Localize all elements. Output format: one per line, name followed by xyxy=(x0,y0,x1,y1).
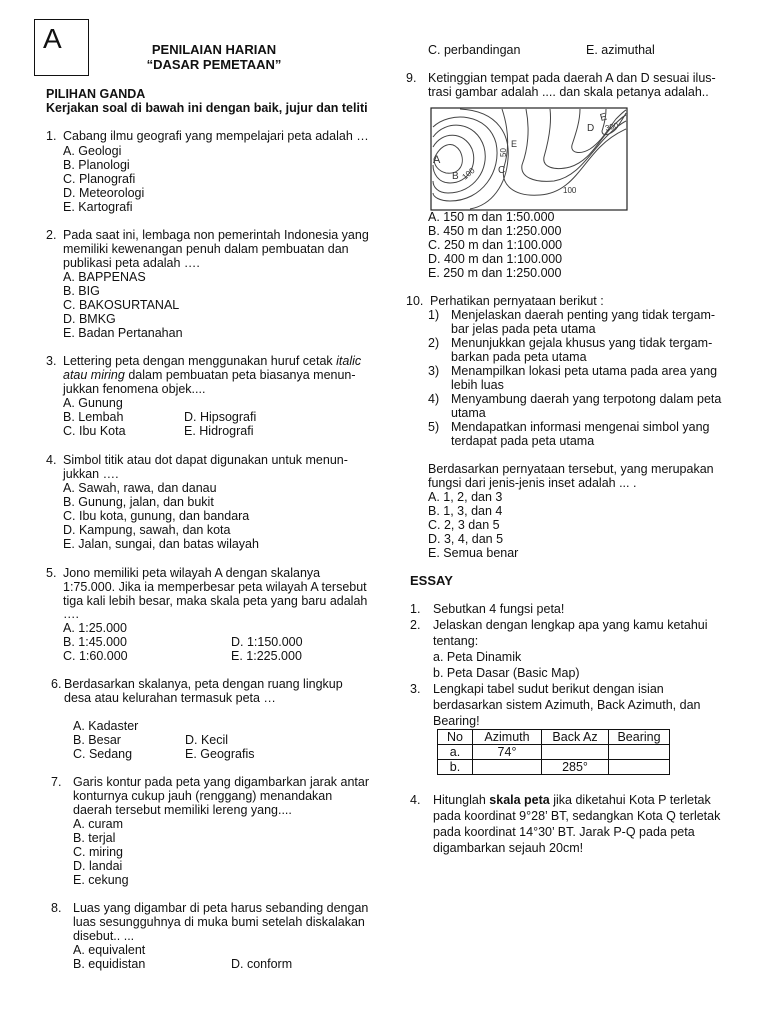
q6-option-a[interactable]: A. Kadaster xyxy=(73,719,139,733)
q10-statement-4-line1: Menyambung daerah yang terpotong dalam peta xyxy=(451,392,722,406)
map-label-b-100: 100 xyxy=(460,166,477,182)
q9-number: 9. xyxy=(406,71,417,85)
essay-2-text-line1: Jelaskan dengan lengkap apa yang kamu ketahui xyxy=(433,618,708,632)
map-label-300: 300 xyxy=(604,120,620,133)
q5-number: 5. xyxy=(46,566,57,580)
q10-statement-2-line1: Menunjukkan gejala khusus yang tidak tergam- xyxy=(451,336,713,350)
q7-option-c[interactable]: C. miring xyxy=(73,845,124,859)
q6-number: 6. xyxy=(51,677,62,691)
q8-option-a[interactable]: A. equivalent xyxy=(73,943,146,957)
q2-option-b[interactable]: B. BIG xyxy=(63,284,100,298)
essay-3-text-line2: berdasarkan sistem Azimuth, Back Azimuth, dan xyxy=(433,698,701,712)
table-cell-no: a. xyxy=(438,745,473,760)
q9-text-line2: trasi gambar adalah .... dan skala petanya adalah.. xyxy=(428,85,709,99)
q3-text-line3: jukkan fenomena objek.... xyxy=(63,382,206,396)
q3-number: 3. xyxy=(46,354,57,368)
q10-statement-2-number: 2) xyxy=(428,336,440,350)
q9-option-d[interactable]: D. 400 m dan 1:100.000 xyxy=(428,252,563,266)
q7-option-d[interactable]: D. landai xyxy=(73,859,123,873)
essay-4-number: 4. xyxy=(410,793,421,807)
q10-intro: Perhatikan pernyataan berikut : xyxy=(430,294,604,308)
q7-number: 7. xyxy=(51,775,62,789)
q7-option-e[interactable]: E. cekung xyxy=(73,873,129,887)
q8-text-line2: luas sesungguhnya di muka bumi setelah diskalakan xyxy=(73,915,365,929)
essay-4-text-line1: Hitunglah skala peta jika diketahui Kota P terletak xyxy=(433,793,711,807)
table-cell-back-az[interactable] xyxy=(542,745,609,760)
table-header-bearing: Bearing xyxy=(609,730,670,745)
q4-text-line1: Simbol titik atau dot dapat digunakan untuk menun- xyxy=(63,453,348,467)
essay-3-number: 3. xyxy=(410,682,421,696)
table-cell-azimuth[interactable] xyxy=(473,760,542,775)
q1-option-c[interactable]: C. Planografi xyxy=(63,172,136,186)
q8-text-line1: Luas yang digambar di peta harus sebanding dengan xyxy=(73,901,369,915)
q8-option-e[interactable]: E. azimuthal xyxy=(586,43,655,57)
q9-option-a[interactable]: A. 150 m dan 1:50.000 xyxy=(428,210,555,224)
q5-option-c[interactable]: C. 1:60.000 xyxy=(63,649,128,663)
q8-number: 8. xyxy=(51,901,62,915)
q6-text-line2: desa atau kelurahan termasuk peta … xyxy=(64,691,276,705)
q2-option-e[interactable]: E. Badan Pertanahan xyxy=(63,326,183,340)
essay-4-text-line2: pada koordinat 9°28’ BT, sedangkan Kota Q terletak xyxy=(433,809,721,823)
map-label-100: 100 xyxy=(563,186,577,195)
q1-option-e[interactable]: E. Kartografi xyxy=(63,200,133,214)
q3-option-b[interactable]: B. Lembah xyxy=(63,410,124,424)
q10-statement-5-number: 5) xyxy=(428,420,440,434)
q2-option-d[interactable]: D. BMKG xyxy=(63,312,116,326)
q7-text-line2: konturnya cukup jauh (renggang) menandakan xyxy=(73,789,333,803)
map-label-b: B xyxy=(452,171,459,182)
q8-option-b[interactable]: B. equidistan xyxy=(73,957,146,971)
q10-number: 10. xyxy=(406,294,424,308)
q9-option-b[interactable]: B. 450 m dan 1:250.000 xyxy=(428,224,562,238)
q5-option-d[interactable]: D. 1:150.000 xyxy=(231,635,303,649)
essay-3-text-line1: Lengkapi tabel sudut berikut dengan isian xyxy=(433,682,664,696)
essay-2-item-b: b. Peta Dasar (Basic Map) xyxy=(433,666,580,680)
q2-text-line1: Pada saat ini, lembaga non pemerintah Indonesia yang xyxy=(63,228,369,242)
table-header-row xyxy=(438,730,670,745)
q9-option-e[interactable]: E. 250 m dan 1:250.000 xyxy=(428,266,562,280)
q2-text-line3: publikasi peta adalah …. xyxy=(63,256,200,270)
essay-4-text-line3: pada koordinat 14°30’ BT. Jarak P-Q pada peta xyxy=(433,825,695,839)
q10-statement-1-line2: bar jelas pada peta utama xyxy=(451,322,596,336)
map-label-e-top: E xyxy=(598,111,609,124)
table-row xyxy=(438,745,670,760)
q10-statement-5-line2: terdapat pada peta utama xyxy=(451,434,595,448)
q10-statement-2-line2: barkan pada peta utama xyxy=(451,350,587,364)
table-cell-no: b. xyxy=(438,760,473,775)
q4-option-c[interactable]: C. Ibu kota, gunung, dan bandara xyxy=(63,509,250,523)
q5-option-e[interactable]: E. 1:225.000 xyxy=(231,649,302,663)
essay-4-text-line4: digambarkan sejauh 20cm! xyxy=(433,841,584,855)
version-box xyxy=(34,19,89,76)
q5-text-line4: …. xyxy=(63,607,79,621)
q4-option-e[interactable]: E. Jalan, sungai, dan batas wilayah xyxy=(63,537,259,551)
table-header-back-az: Back Az xyxy=(542,730,609,745)
map-label-c: C xyxy=(498,165,506,176)
q3-option-e[interactable]: E. Hidrografi xyxy=(184,424,254,438)
essay-2-number: 2. xyxy=(410,618,421,632)
section-instruction: Kerjakan soal di bawah ini dengan baik, jujur dan teliti xyxy=(46,101,368,115)
q10-statement-3-line2: lebih luas xyxy=(451,378,504,392)
q1-option-d[interactable]: D. Meteorologi xyxy=(63,186,145,200)
q10-statement-3-line1: Menampilkan lokasi peta utama pada area yang xyxy=(451,364,718,378)
map-label-d: D xyxy=(587,123,595,134)
q6-text-line1: Berdasarkan skalanya, peta dengan ruang lingkup xyxy=(64,677,343,691)
exam-subtitle: “DASAR PEMETAAN” xyxy=(146,57,282,72)
q4-option-b[interactable]: B. Gunung, jalan, dan bukit xyxy=(63,495,214,509)
essay-2-text-line2: tentang: xyxy=(433,634,479,648)
essay-2-item-a: a. Peta Dinamik xyxy=(433,650,522,664)
q2-text-line2: memiliki kewenangan penuh dalam pembuatan dan xyxy=(63,242,349,256)
q9-text-line1: Ketinggian tempat pada daerah A dan D sesuai ilus- xyxy=(428,71,716,85)
q10-question-line2: fungsi dari jenis-jenis inset adalah ... . xyxy=(428,476,637,490)
q10-option-a[interactable]: A. 1, 2, dan 3 xyxy=(428,490,503,504)
q6-option-c[interactable]: C. Sedang xyxy=(73,747,133,761)
table-cell-bearing[interactable] xyxy=(609,760,670,775)
q1-option-b[interactable]: B. Planologi xyxy=(63,158,130,172)
version-letter: A xyxy=(43,23,62,54)
q8-text-line3: disebut.. ... xyxy=(73,929,135,943)
q5-text-line1: Jono memiliki peta wilayah A dengan skalanya xyxy=(63,566,321,580)
q10-statement-3-number: 3) xyxy=(428,364,440,378)
table-cell-bearing[interactable] xyxy=(609,745,670,760)
table-cell-azimuth[interactable]: 74° xyxy=(473,745,542,760)
essay-heading: ESSAY xyxy=(410,573,453,588)
map-label-50: 50 xyxy=(499,148,508,157)
contour-map xyxy=(430,107,628,211)
q5-option-a[interactable]: A. 1:25.000 xyxy=(63,621,127,635)
q7-option-a[interactable]: A. curam xyxy=(73,817,124,831)
q3-option-a[interactable]: A. Gunung xyxy=(63,396,123,410)
essay-3-text-line3: Bearing! xyxy=(433,714,480,728)
table-cell-back-az[interactable]: 285° xyxy=(542,760,609,775)
section-heading-pg: PILIHAN GANDA xyxy=(46,87,146,101)
q1-text: Cabang ilmu geografi yang mempelajari peta adalah … xyxy=(63,129,369,143)
q6-option-e[interactable]: E. Geografis xyxy=(185,747,255,761)
q10-option-b[interactable]: B. 1, 3, dan 4 xyxy=(428,504,503,518)
q10-statement-1-line1: Menjelaskan daerah penting yang tidak tergam- xyxy=(451,308,716,322)
essay-1-text: Sebutkan 4 fungsi peta! xyxy=(433,602,565,616)
q5-text-line3: tiga kali lebih besar, maka skala peta yang baru adalah xyxy=(63,594,368,608)
table-row xyxy=(438,760,670,775)
q4-text-line2: jukkan …. xyxy=(63,467,119,481)
q10-statement-5-line1: Mendapatkan informasi mengenai simbol yang xyxy=(451,420,710,434)
angle-table xyxy=(437,729,670,775)
q3-option-d[interactable]: D. Hipsografi xyxy=(184,410,257,424)
q1-number: 1. xyxy=(46,129,57,143)
q4-option-a[interactable]: A. Sawah, rawa, dan danau xyxy=(63,481,217,495)
q3-text-line2: atau miring dalam pembuatan peta biasanya menun- xyxy=(63,368,356,382)
q10-option-e[interactable]: E. Semua benar xyxy=(428,546,519,560)
q10-statement-4-number: 4) xyxy=(428,392,440,406)
map-label-a: A xyxy=(433,154,441,166)
q4-option-d[interactable]: D. Kampung, sawah, dan kota xyxy=(63,523,231,537)
q10-option-d[interactable]: D. 3, 4, dan 5 xyxy=(428,532,504,546)
q1-option-a[interactable]: A. Geologi xyxy=(63,144,122,158)
map-label-e-mid: E xyxy=(511,139,518,149)
q9-option-c[interactable]: C. 250 m dan 1:100.000 xyxy=(428,238,563,252)
essay-1-number: 1. xyxy=(410,602,421,616)
q8-option-d[interactable]: D. conform xyxy=(231,957,293,971)
q3-option-c[interactable]: C. Ibu Kota xyxy=(63,424,126,438)
q4-number: 4. xyxy=(46,453,57,467)
q8-option-c[interactable]: C. perbandingan xyxy=(428,43,521,57)
q6-option-b[interactable]: B. Besar xyxy=(73,733,121,747)
q7-text-line3: daerah tersebut memiliki lereng yang.... xyxy=(73,803,292,817)
q10-option-c[interactable]: C. 2, 3 dan 5 xyxy=(428,518,500,532)
q2-option-c[interactable]: C. BAKOSURTANAL xyxy=(63,298,180,312)
q10-statement-4-line2: utama xyxy=(451,406,486,420)
table-header-no: No xyxy=(438,730,473,745)
q7-option-b[interactable]: B. terjal xyxy=(73,831,116,845)
q6-option-d[interactable]: D. Kecil xyxy=(185,733,229,747)
q3-text-line1: Lettering peta dengan menggunakan huruf cetak italic xyxy=(63,354,362,368)
q10-statement-1-number: 1) xyxy=(428,308,440,322)
exam-title: PENILAIAN HARIAN xyxy=(151,42,277,57)
q10-question-line1: Berdasarkan pernyataan tersebut, yang merupakan xyxy=(428,462,714,476)
q2-option-a[interactable]: A. BAPPENAS xyxy=(63,270,146,284)
q5-text-line2: 1:75.000. Jika ia memperbesar peta wilayah A tersebut xyxy=(63,580,367,594)
q7-text-line1: Garis kontur pada peta yang digambarkan jarak antar xyxy=(73,775,370,789)
q2-number: 2. xyxy=(46,228,57,242)
table-header-azimuth: Azimuth xyxy=(473,730,542,745)
q5-option-b[interactable]: B. 1:45.000 xyxy=(63,635,127,649)
